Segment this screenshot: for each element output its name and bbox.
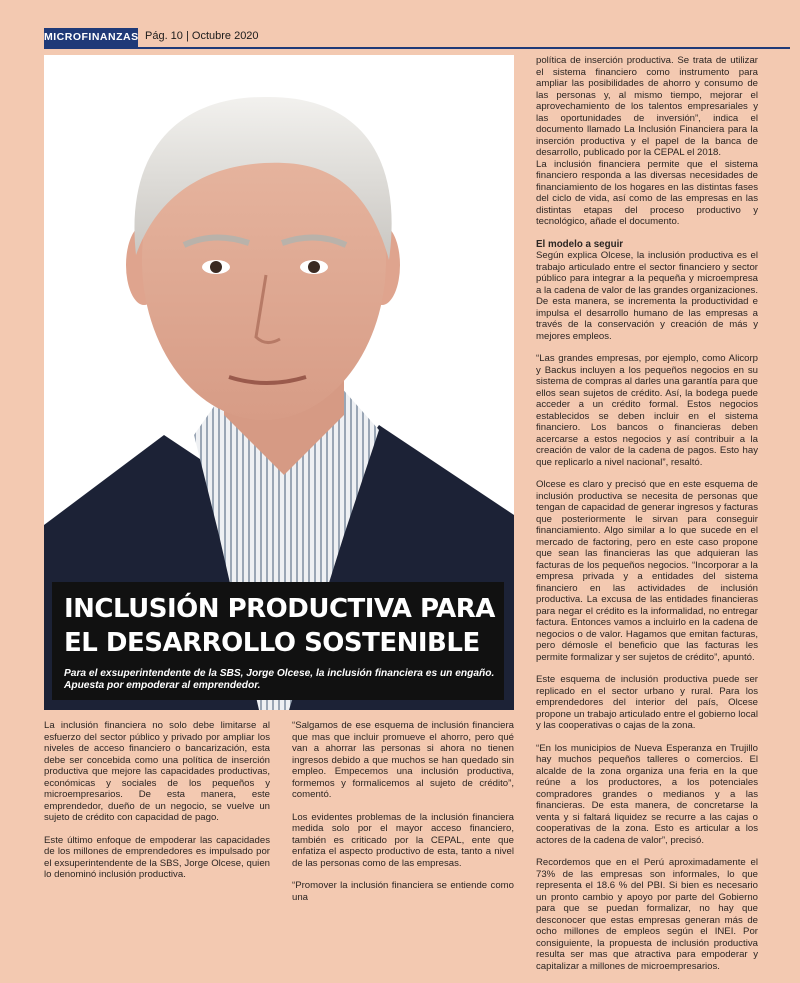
- header-rule: [44, 47, 790, 49]
- section-heading: El modelo a seguir: [536, 238, 624, 250]
- paragraph: “En los municipios de Nueva Esperanza en Trujillo hay muchos pequeños talleres o comercios. El alcalde de la zona organiza una feria en la que reúne a los productores, a los potenciales compradores grandes o medianos y a las financieras. De esta manera, de concretarse la venta y si faltará liquidez se recurre a las cajas o cooperativas de la zona. Esto es articular a los actores de la cadena de valor”, precisó.: [536, 742, 758, 846]
- right-pupil: [308, 261, 320, 273]
- left-pupil: [210, 261, 222, 273]
- paragraph: “Promover la inclusión financiera se entiende como una: [292, 880, 514, 903]
- paragraph: “Salgamos de ese esquema de inclusión financiera que mas que incluir promueve el ahorro, pero qué van a ahorrar las personas si ahora no tienen ingresos debido a que muchos se han quedado sin empleo. Empecemos una inclusión productiva, formemos y formalicemos al sujeto de crédito”, comentó.: [292, 720, 514, 800]
- paragraph: Este esquema de inclusión productiva puede ser replicado en el sector urbano y rural. Para los emprendedores del interior del país, Olcese propone un trabajo articulado entre el gobierno local y las cooperativas o cajas de la zona.: [536, 674, 758, 731]
- paragraph: La inclusión financiera permite que el sistema financiero responda a las diversas necesidades de financiamiento de los hogares en las distintas fases del ciclo de vida, así como de las empresas en las distintas etapas del proceso productivo y tecnológico, añade el documento.: [536, 158, 758, 227]
- magazine-section-badge: MICROFINANZAS: [44, 28, 138, 47]
- paragraph: “Las grandes empresas, por ejemplo, como Alicorp y Backus incluyen a los pequeños negocios en su sistema de compras al darles una garantía para que ellos sean sujetos de crédito. Así, la bodega puede acceder a un crédito formal. Estos negocios establecidos se deben incluir en el sistema financiero. Los bancos o financieras deben acercarse a estos negocios y así contribuir a la creación de valor de la cadena de pagos. Esto hay que replicarlo a nivel nacional”, resaltó.: [536, 353, 758, 468]
- paragraph: Recordemos que en el Perú aproximadamente el 73% de las empresas son informales, lo que representa el 18.6 % del PBI. Si bien es necesario un pronto cambio y apoyo por parte del Gobierno para que se puedan formalizar, no hay que desconocer que estas empresas generan más de ocho millones de empleos según el INEI. Por consiguiente, la propuesta de inclusión productiva resulta ser mas que atractiva para empoderar y capitalizar a millones de microempresarios.: [536, 857, 758, 972]
- paragraph: política de inserción productiva. Se trata de utilizar el sistema financiero como instrumento para ampliar las posibilidades de ahorro y consumo de las personas y, al mismo tiempo, mejorar el aprovechamiento de los talentos empresariales y las oportunidades de inversión”, indica el documento llamado La Inclusión Financiera para la inserción productiva y el papel de la banca de desarrollo, publicado por la CEPAL el 2018.: [536, 55, 758, 158]
- paragraph: La inclusión financiera no solo debe limitarse al esfuerzo del sector público y privado por ampliar los niveles de acceso financiero o bancarización, esta debe ser concebida como una política de inserción productiva que mejore las capacidades productivas, económicas y sociales de los pequeños y microempresarios. De esta manera, este emprendedor, dueño de un negocio, se vuelve un sujeto de crédito con capacidad de pago.: [44, 720, 270, 823]
- paragraph: Olcese es claro y precisó que en este esquema de inclusión productiva se necesita de personas que tengan de capacidad de generar ingresos y facturas que posteriormente le sirvan para conseguir financiamiento. Algo similar a lo que sucede en el mercado de factoring, pero en este caso propone que sean las financieras las que adquieran las facturas de los pequeños negocios. “Incorporar a la empresa privada y a entidades del sistema financiero en las actividades de inclusión productiva. La excusa de las entidades financieras para negar el crédito es la informalidad, no entregar factura. Entonces vamos a incluirlo en la cadena de negocios o de valor. Hagamos que emitan facturas, pero démosle el beneficio que las facturas les permite formalizar y ser sujetos de crédito”, apuntó.: [536, 479, 758, 663]
- text-column-1: [44, 720, 270, 892]
- text-column-3: [536, 55, 758, 983]
- article-subtitle: Para el exsuperintendente de la SBS, Jorge Olcese, la inclusión financiera es un engaño. Apuesta por empoderar al emprendedor.: [64, 668, 495, 691]
- article-title: INCLUSIÓN PRODUCTIVA PARA EL DESARROLLO SOSTENIBLE: [64, 594, 495, 658]
- page-issue-info: Pág. 10 | Octubre 2020: [145, 30, 259, 42]
- paragraph: Los evidentes problemas de la inclusión financiera medida solo por el mayor acceso financiero, también es criticado por la CEPAL, ente que enfatiza el aspecto productivo de esta, tanto a nivel de las personas como de las empresas.: [292, 811, 514, 869]
- paragraph: Este último enfoque de empoderar las capacidades de los millones de emprendedores es impulsado por el exsuperintendente de la SBS, Jorge Olcese, quien lo denominó inclusión productiva.: [44, 834, 270, 880]
- paragraph: Según explica Olcese, la inclusión productiva es el trabajo articulado entre el sector financiero y sector público para integrar a la pequeña y microempresa a la cadena de valor de las grandes organizaciones. De esta manera, se incrementa la productividad e impulsa el desarrollo humano de las empresas a través de la conservación y creación de más y mejores empleos.: [536, 250, 758, 342]
- headline-box: [52, 582, 504, 700]
- page-header: [44, 28, 790, 48]
- text-column-2: [292, 720, 514, 914]
